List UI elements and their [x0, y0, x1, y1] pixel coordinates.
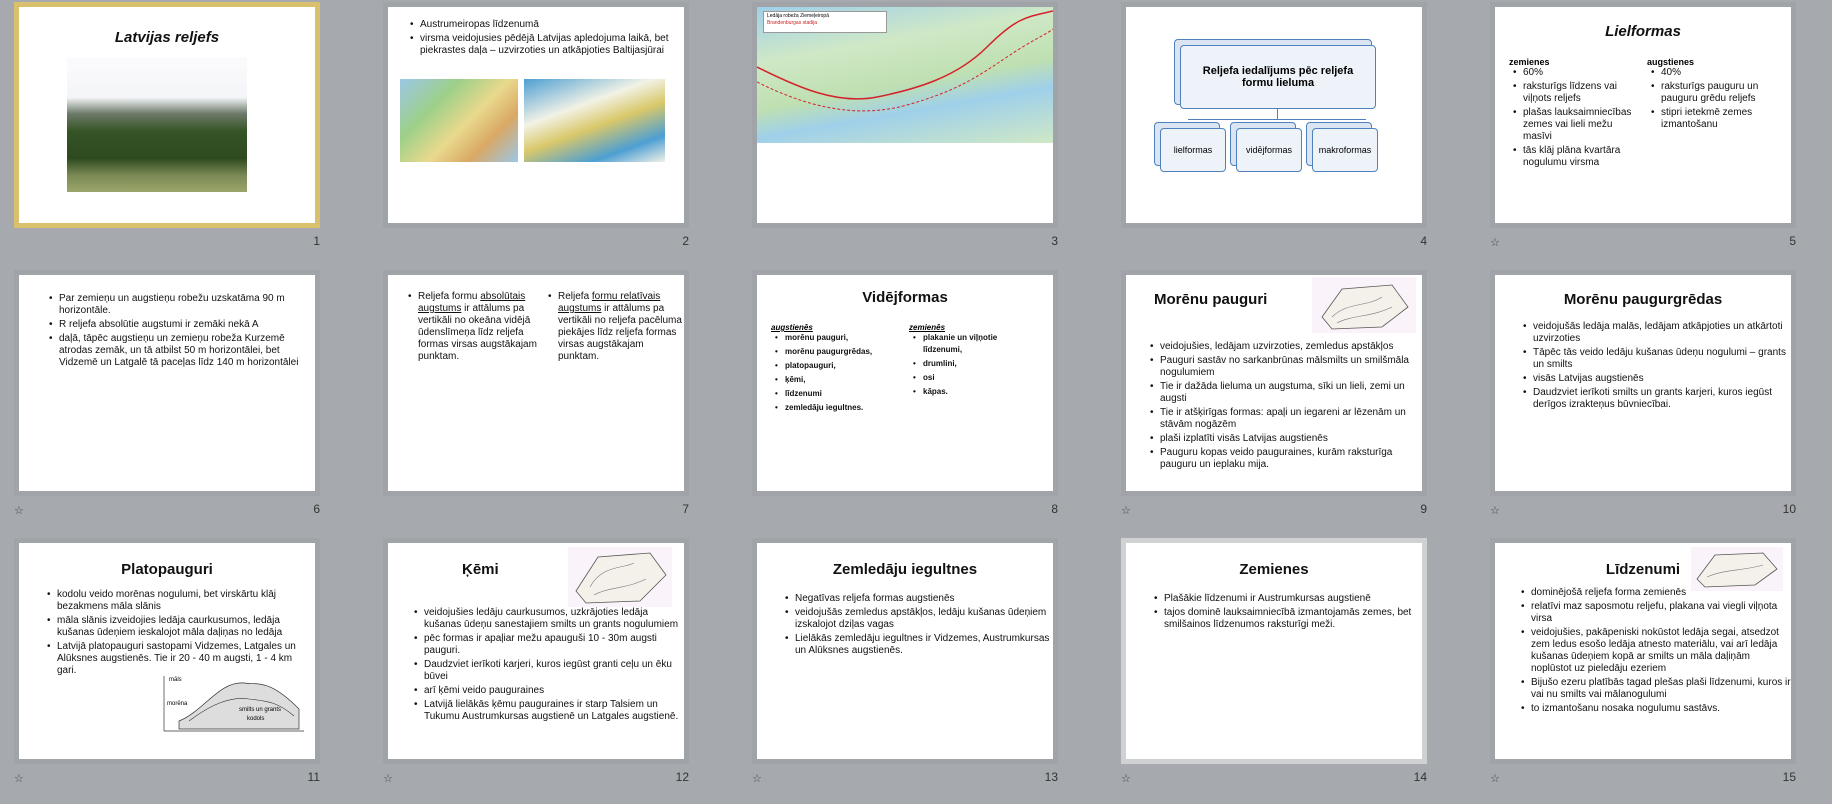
- slide-number: 11: [307, 770, 320, 784]
- slide-14[interactable]: [1121, 538, 1427, 764]
- bullet: • veidojušies, pakāpeniski nokūstot ledāja segai, atsedzot zem ledus esošo ledāja atnesto materiālu, vai arī ledāja kušanas ūdeņiem kopā ar smilts un māla daļiņām noplūstot uz pieledāju ezeriem: [1531, 627, 1793, 675]
- bullet: • Latvijā lielākās ķēmu pauguraines ir starp Talsiem un Tukumu Austrumkursas augstienē un Latgales augstienē.: [424, 699, 686, 723]
- slide-7[interactable]: [383, 270, 689, 496]
- europe-relief-map: [400, 79, 518, 162]
- animation-icon: ☆: [14, 505, 24, 517]
- column-heading: zemienes: [1509, 57, 1550, 67]
- slide-number: 4: [1420, 234, 1427, 248]
- bullet: • Pauguru kopas veido pauguraines, kurām raksturīga pauguru un ieplaku mija.: [1160, 447, 1426, 471]
- slide-13[interactable]: [752, 538, 1058, 764]
- bullet: • drumlini,: [923, 358, 1029, 370]
- slide-thumb-3[interactable]: [746, 0, 1076, 268]
- bullet: • plaši izplatīti visās Latvijas augstienēs: [1160, 433, 1426, 445]
- slide-title: Vidējformas: [862, 289, 948, 306]
- slide-10[interactable]: [1490, 270, 1796, 496]
- slide-title: Platopauguri: [121, 561, 213, 578]
- bullet: • plakanie un viļņotie līdzenumi,: [923, 332, 1029, 356]
- bullet: • arī ķēmi veido pauguraines: [424, 685, 686, 697]
- slide-number: 6: [313, 502, 320, 516]
- slide-thumb-5[interactable]: [1484, 0, 1814, 268]
- column-heading: augstienēs: [771, 323, 813, 332]
- fig-label: māls: [169, 677, 182, 683]
- animation-icon: ☆: [752, 773, 762, 785]
- legend-item: Brandenburgas stadija: [767, 20, 818, 26]
- slide-thumb-15[interactable]: [1484, 536, 1814, 804]
- slide-thumb-6[interactable]: [8, 268, 338, 536]
- bullet: • tajos dominē lauksaimniecībā izmantojamās zemes, bet smilšainos līdzenumos raksturīgi meži.: [1164, 607, 1420, 631]
- slide-8[interactable]: [752, 270, 1058, 496]
- bullet: • kāpas.: [923, 386, 1029, 398]
- bullet: • 40%: [1661, 67, 1777, 79]
- slide-4[interactable]: [1121, 2, 1427, 228]
- bullet: • līdzenumi: [785, 388, 891, 400]
- bullet: • tās klāj plāna kvartāra nogulumu virsma: [1523, 145, 1637, 169]
- animation-icon: ☆: [383, 773, 393, 785]
- slide-thumb-9[interactable]: [1115, 268, 1445, 536]
- fig-label: morēna: [167, 701, 188, 707]
- slide-thumb-7[interactable]: [377, 268, 707, 536]
- bullet: • Bijušo ezeru platībās tagad plešas plaši līdzenumi, kuros ir vai nu smilts vai mālanogulumi: [1531, 677, 1793, 701]
- bullet: • dominējošā reljefa forma zemienēs: [1531, 587, 1793, 599]
- slide-thumb-13[interactable]: [746, 536, 1076, 804]
- plain-block-diagram: [1691, 547, 1783, 591]
- bullet: • ķēmi,: [785, 374, 891, 386]
- slide-2[interactable]: [383, 2, 689, 228]
- slide-15[interactable]: [1490, 538, 1796, 764]
- diagram-root: Reljefa iedalījums pēc reljefa formu lieluma: [1180, 45, 1376, 109]
- slide-title: Zemienes: [1239, 561, 1309, 578]
- bullet: • relatīvi maz saposmotu reljefu, plakana vai viegli viļņota virsa: [1531, 601, 1793, 625]
- slide-number: 5: [1789, 234, 1796, 248]
- slide-thumb-11[interactable]: [8, 536, 338, 804]
- slide-thumb-12[interactable]: [377, 536, 707, 804]
- bullet: • veidojušās zemledus apstākļos, ledāju kušanas ūdeņiem izskalojot dziļas vagas: [795, 607, 1051, 631]
- forest-landscape-image: [67, 57, 247, 192]
- animation-icon: ☆: [1121, 505, 1131, 517]
- slide-thumb-10[interactable]: [1484, 268, 1814, 536]
- slide-number: 12: [675, 770, 689, 784]
- slide-1[interactable]: [14, 2, 320, 228]
- kame-block-diagram: [568, 547, 672, 607]
- slide-number: 3: [1051, 234, 1058, 248]
- column-heading: zemienēs: [909, 323, 946, 332]
- animation-icon: ☆: [1490, 773, 1500, 785]
- bullet: • virsma veidojusies pēdējā Latvijas apledojuma laikā, bet piekrastes daļa – uzvirzoties un atkāpjoties Baltijasjūrai: [420, 33, 680, 57]
- slide-title: Līdzenumi: [1605, 561, 1681, 578]
- slide-5[interactable]: [1490, 2, 1796, 228]
- slide-6[interactable]: [14, 270, 320, 496]
- bullet: • veidojušās ledāja malās, ledājam atkāpjoties un atkārtoti uzvirzoties: [1533, 321, 1789, 345]
- slide-number: 2: [682, 234, 689, 248]
- slide-11[interactable]: [14, 538, 320, 764]
- bullet: • Reljefa formu relatīvais augstums ir attālums pa vertikāli no reljefa pacēluma piekājes līdz reljefa formas virsas augstākajam punktam.: [558, 291, 682, 363]
- bullet: • veidojušies ledāju caurkusumos, uzkrājoties ledāja kušanas ūdeņu sanestajiem smilts un grants nogulumiem: [424, 607, 686, 631]
- slide-number: 15: [1782, 770, 1796, 784]
- bullet: • 60%: [1523, 67, 1637, 79]
- bullet: • visās Latvijas augstienēs: [1533, 373, 1789, 385]
- animation-icon: ☆: [1121, 773, 1131, 785]
- slide-title: Ķēmi: [462, 561, 499, 578]
- slide-12[interactable]: [383, 538, 689, 764]
- slide-thumb-1[interactable]: [8, 0, 338, 268]
- animation-icon: ☆: [1490, 505, 1500, 517]
- slide-number: 1: [313, 234, 320, 248]
- bullet: • morēnu pauguri,: [785, 332, 891, 344]
- slide-number: 8: [1051, 502, 1058, 516]
- diagram-node-makroformas: makroformas: [1312, 128, 1378, 172]
- bullet: • platopauguri,: [785, 360, 891, 372]
- glacier-boundary-map: [757, 7, 1053, 143]
- bullet: • daļā, tāpēc augstieņu un zemieņu robeža Kurzemē atrodas zemāk, un tā atbilst 50 m horizontālei, bet Vidzemē un Latgalē tā paceļas līdz 140 m horizontālei: [59, 333, 309, 369]
- bullet: • stipri ietekmē zemes izmantošanu: [1661, 107, 1777, 131]
- fig-label: kodols: [247, 716, 265, 722]
- bullet: • Pauguri sastāv no sarkanbrūnas mālsmilts un smilšmāla nogulumiem: [1160, 355, 1426, 379]
- slide-thumb-4[interactable]: [1115, 0, 1445, 268]
- column-heading: augstienes: [1647, 57, 1695, 67]
- diagram-node-videjformas: vidējformas: [1236, 128, 1302, 172]
- platopaugurs-cross-section: [159, 671, 309, 739]
- slide-thumb-8[interactable]: [746, 268, 1076, 536]
- moraine-block-diagram: [1312, 277, 1416, 333]
- bullet: • Tie ir dažāda lieluma un augstuma, sīki un lieli, zemi un augsti: [1160, 381, 1426, 405]
- slide-title: Morēnu pauguri: [1154, 291, 1268, 308]
- slide-title: Latvijas reljefs: [114, 29, 220, 46]
- animation-icon: ☆: [14, 773, 24, 785]
- slide-title: Morēnu paugurgrēdas: [1563, 291, 1723, 308]
- bullet: • pēc formas ir apaļiar mežu apauguši 10 - 30m augsti pauguri.: [424, 633, 686, 657]
- bullet: • Tāpēc tās veido ledāju kušanas ūdeņu nogulumi – grants un smilts: [1533, 347, 1789, 371]
- bullet: • Lielākās zemledāju iegultnes ir Vidzemes, Austrumkursas un Alūksnes augstienēs.: [795, 633, 1051, 657]
- slide-thumb-2[interactable]: [377, 0, 707, 268]
- bullet: • kodolu veido morēnas nogulumi, bet virskārtu klāj bezakmens māla slānis: [57, 589, 313, 613]
- bullet: • R reljefa absolūtie augstumi ir zemāki nekā A: [59, 319, 309, 331]
- slide-number: 14: [1413, 770, 1427, 784]
- bullet: • raksturīgs pauguru un pauguru grēdu reljefs: [1661, 81, 1777, 105]
- bullet: • plašas lauksaimniecības zemes vai lieli mežu masīvi: [1523, 107, 1637, 143]
- map-legend: [763, 11, 887, 33]
- bullet: • Plašākie līdzenumi ir Austrumkursas augstienē: [1164, 593, 1420, 605]
- bullet: • Daudzviet ierīkoti smilts un grants karjeri, kuros iegūst derīgos izrakteņus būvniecībai.: [1533, 387, 1789, 411]
- legend-title: Ledāja robeža Ziemeļeiropā: [767, 13, 829, 19]
- animation-icon: ☆: [1490, 237, 1500, 249]
- bullet: • morēnu paugurgrēdas,: [785, 346, 891, 358]
- slide-thumb-14[interactable]: [1115, 536, 1445, 804]
- bullet: • Par zemieņu un augstieņu robežu uzskatāma 90 m horizontāle.: [59, 293, 309, 317]
- glaciation-map: [524, 79, 665, 162]
- bullet: • raksturīgs līdzens vai viļņots reljefs: [1523, 81, 1637, 105]
- slide-number: 7: [682, 502, 689, 516]
- bullet: • Reljefa formu absolūtais augstums ir attālums pa vertikāli no okeāna vidējā ūdenslīmeņa līdz reljefa formas virsas augstākajam punktam.: [418, 291, 538, 363]
- slide-number: 9: [1420, 502, 1427, 516]
- bullet: • zemledāju iegultnes.: [785, 402, 891, 414]
- bullet: • Austrumeiropas līdzenumā: [420, 19, 680, 31]
- bullet: • Latvijā platopauguri sastopami Vidzemes, Latgales un Alūksnes augstienēs. Tie ir 20 - 40 m augsti, 1 - 4 km gari.: [57, 641, 313, 677]
- slide-number: 13: [1044, 770, 1058, 784]
- fig-label: smilts un grants: [239, 707, 282, 713]
- slide-9[interactable]: [1121, 270, 1427, 496]
- bullet: • māla slānis izveidojies ledāja caurkusumos, ledāja kušanas ūdeņiem ieskalojot māla daļiņas no ledāja: [57, 615, 313, 639]
- bullet: • veidojušies, ledājam uzvirzoties, zemledus apstākļos: [1160, 341, 1426, 353]
- bullet: • osi: [923, 372, 1029, 384]
- bullet: • to izmantošanu nosaka nogulumu sastāvs.: [1531, 703, 1793, 715]
- slide-title: Lielformas: [1605, 23, 1681, 40]
- slide-3[interactable]: [752, 2, 1058, 228]
- bullet: • Negatīvas reljefa formas augstienēs: [795, 593, 1051, 605]
- diagram-node-lielformas: lielformas: [1160, 128, 1226, 172]
- bullet: • Daudzviet ierīkoti karjeri, kuros iegūst granti ceļu un ēku būvei: [424, 659, 686, 683]
- slide-number: 10: [1782, 502, 1796, 516]
- bullet: • Tie ir atšķirīgas formas: apaļi un iegareni ar lēzenām un stāvām nogāzēm: [1160, 407, 1426, 431]
- slide-title: Zemledāju iegultnes: [832, 561, 978, 578]
